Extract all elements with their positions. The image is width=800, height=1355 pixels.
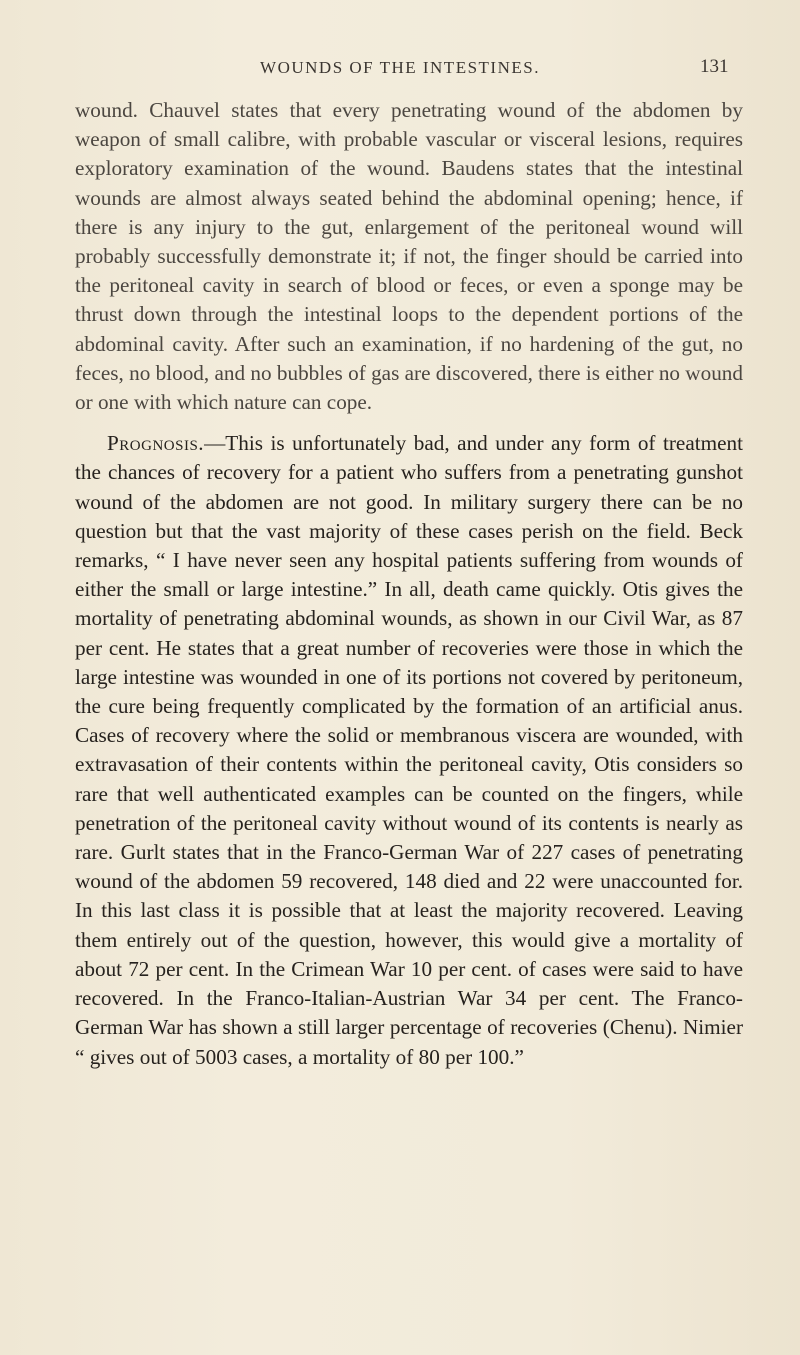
paragraph: wound. Chauvel states that every penetrating wound of the abdomen by weapon of small calibre, with probable vascular or visceral lesions, requires exploratory examination of the wound. Baudens states that the intestinal wounds are almost always seated behind the abdominal opening; hence, if there is any injury to the gut, enlargement of the peritoneal wound will probably successfully demonstrate it; if not, the finger should be carried into the peritoneal cavity in search of blood or feces, or even a sponge may be thrust down through the intestinal loops to the dependent portions of the abdominal cavity. After such an examination, if no hardening of the gut, no feces, no blood, and no bubbles of gas are discovered, there is either no wound or one with which nature can cope. <box>75 98 743 415</box>
body-text <box>75 96 743 1072</box>
paragraph-text: —This is unfortunately bad, and under any form of treatment the chances of recovery for a patient who suffers from a penetrating gunshot wound of the abdomen are not good. In military surgery there can be no question but that the vast majority of these cases perish on the field. Beck remarks, “ I have never seen any hospital patients suffering from wounds of either the small or large intestine.” In all, death came quickly. Otis gives the mortality of penetrating abdominal wounds, as shown in our Civil War, as 87 per cent. He states that a great number of recoveries were those in which the large intestine was wounded in one of its portions not covered by peritoneum, the cure being frequently complicated by the formation of an artificial anus. Cases of recovery where the solid or membranous viscera are wounded, with extravasation of their contents within the peritoneal cavity, Otis considers so rare that well authenticated examples can be counted on the fingers, while penetration of the peritoneal cavity without wound of its contents is nearly as rare. Gurlt states that in the Franco-German War of 227 cases of penetrating wound of the abdomen 59 recovered, 148 died and 22 were unaccounted for. In this last class it is possible that at least the majority recovered. Leaving them entirely out of the question, however, this would give a mortality of about 72 per cent. In the Crimean War 10 per cent. of cases were said to have recovered. In the Franco-Italian-Austrian War 34 per cent. The Franco-German War has shown a still larger percentage of recoveries (Chenu). Nimier “ gives out of 5003 cases, a mortality of 80 per 100.” <box>75 431 743 1069</box>
paragraph <box>75 429 743 1071</box>
page-number: 131 <box>700 56 729 77</box>
running-title: WOUNDS OF THE INTESTINES. <box>260 58 540 77</box>
section-heading: Prognosis. <box>107 431 205 456</box>
